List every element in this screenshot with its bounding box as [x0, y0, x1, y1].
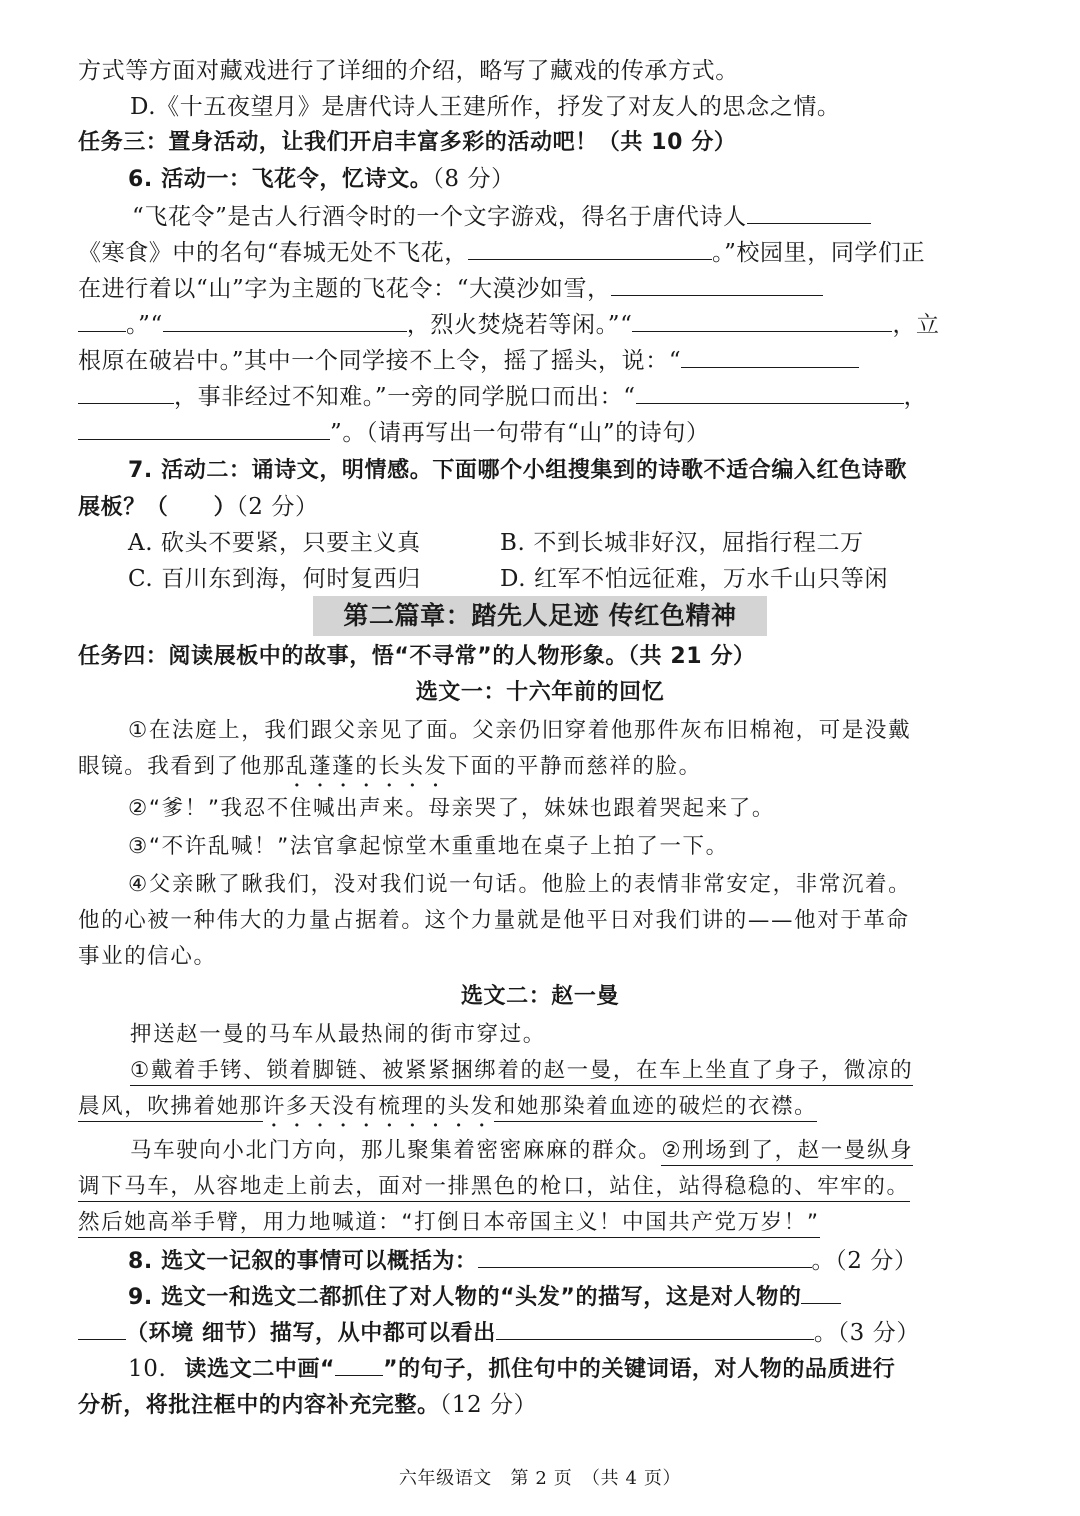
answer-blank[interactable] — [478, 1245, 812, 1268]
q6-line — [78, 272, 1002, 306]
text-line — [78, 54, 1002, 88]
text: ①戴着手铐、锁着脚链、被紧紧捆绑着的赵一曼，在车上坐直了身子，微凉的 — [130, 1058, 913, 1086]
underlined-line — [130, 1054, 1002, 1088]
text: 事业的信心。 — [78, 944, 217, 969]
answer-blank[interactable] — [681, 345, 859, 368]
passage-line — [78, 904, 1002, 938]
q7-line — [78, 490, 1002, 525]
text: ②“爹！”我忍不住喊出声来。母亲哭了，妹妹也跟着哭起来了。 — [128, 796, 775, 821]
passage-line — [128, 714, 1002, 748]
dotted-text: 乱蓬蓬的长头发 — [285, 754, 448, 779]
text: 马车驶向小北门方向，那儿聚集着密密麻麻的群众。 — [130, 1138, 662, 1163]
text: 和她那染着血迹的破烂的衣襟。 — [494, 1094, 817, 1122]
passage-line — [130, 1018, 1002, 1052]
answer-blank[interactable] — [468, 237, 712, 260]
answer-blank[interactable] — [632, 309, 892, 332]
text: 眼镜。我看到了他那 — [78, 754, 286, 779]
option-b[interactable]: B. 不到长城非好汉，屈指行程二万 — [500, 530, 864, 556]
text: 。”校园里，同学们正 — [711, 240, 926, 266]
q6-line — [78, 416, 1002, 450]
text: 晨风，吹拂着她那 — [78, 1094, 263, 1122]
answer-blank[interactable] — [78, 381, 174, 404]
text: 选文一：十六年前的回忆 — [415, 680, 665, 705]
answer-blank[interactable] — [801, 1281, 841, 1304]
text: 下面的平静而慈祥的脸。 — [447, 754, 702, 779]
text: 在进行着以“山”字为主题的飞花令：“大漠沙如雪， — [78, 276, 611, 302]
q6-line — [78, 308, 1002, 342]
text: “飞花令”是古人行酒令时的一个文字游戏，得名于唐代诗人 — [132, 204, 747, 230]
text: 选文二：赵一曼 — [460, 984, 620, 1009]
passage-line — [128, 792, 1002, 826]
text: 方式等方面对藏戏进行了详细的介绍，略写了藏戏的传承方式。 — [78, 58, 739, 84]
q9-line — [128, 1280, 1002, 1315]
passage-line — [128, 830, 1002, 864]
text: 调下马车，从容地走上前去，面对一排黑色的枪口，站住，站得稳稳的、牢牢的。 — [78, 1174, 910, 1202]
dotted-text: 许多天没有梳理的头发 — [262, 1094, 494, 1119]
q7-title — [128, 454, 1002, 488]
text: ， — [903, 384, 928, 410]
text: 然后她高举手臂，用力地喊道：“打倒日本帝国主义！中国共产党万岁！” — [78, 1210, 820, 1238]
text: ”。（请再写出一句带有“山”的诗句） — [330, 420, 710, 446]
text: 他的心被一种伟大的力量占据着。这个力量就是他平日对我们讲的——他对于革命 — [78, 908, 910, 933]
underlined-line — [78, 1170, 1002, 1204]
option-d[interactable]: D. 红军不怕远征难，万水千山只等闲 — [500, 566, 889, 592]
text: ，事非经过不知难。”一旁的同学脱口而出：“ — [174, 384, 636, 410]
text: 展板？（ ） — [78, 495, 237, 520]
underlined-line — [78, 1206, 1002, 1240]
answer-blank[interactable] — [163, 309, 407, 332]
text: D.《十五夜望月》是唐代诗人王建所作，抒发了对友人的思念之情。 — [130, 94, 841, 120]
text: （环境 细节）描写，从中都可以看出 — [126, 1321, 496, 1346]
text: 六年级语文 第 2 页 （共 4 页） — [398, 1468, 682, 1489]
score: （8 分） — [432, 166, 515, 192]
passage-line — [128, 868, 1002, 902]
answer-blank[interactable] — [611, 273, 823, 296]
answer-blank[interactable] — [78, 1317, 126, 1340]
question-number: 10. — [128, 1356, 167, 1382]
option-d-line — [130, 90, 1002, 124]
task4-heading — [78, 640, 1002, 674]
passage-line — [78, 750, 1002, 792]
text: 分析，将批注框中的内容补充完整。 — [78, 1393, 440, 1418]
text: ，烈火焚烧若等闲。”“ — [406, 312, 633, 338]
text: 《寒食》中的名句“春城无处不飞花， — [78, 240, 468, 266]
text: 任务三：置身活动，让我们开启丰富多彩的活动吧！（共 10 分） — [78, 130, 737, 155]
passage-line — [78, 940, 1002, 974]
text: 押送赵一曼的马车从最热闹的街市穿过。 — [130, 1022, 546, 1047]
q6-line — [78, 344, 1002, 378]
text: 6. 活动一：飞花令，忆诗文。 — [128, 167, 433, 192]
answer-blank[interactable] — [335, 1353, 383, 1376]
q6-line — [78, 380, 1002, 414]
text: 第二篇章：踏先人足迹 传红色精神 — [343, 601, 737, 630]
text: 。（3 分） — [813, 1320, 920, 1346]
text: 9. 选文一和选文二都抓住了对人物的“头发”的描写，这是对人物的 — [128, 1285, 802, 1310]
q10-line — [128, 1352, 1002, 1387]
answer-blank[interactable] — [496, 1317, 814, 1340]
text: 8. 选文一记叙的事情可以概括为： — [128, 1249, 478, 1274]
option-c[interactable]: C. 百川东到海，何时复西归 — [128, 566, 421, 592]
text: 读选文二中画“ — [184, 1357, 336, 1382]
text: 。（2 分） — [811, 1248, 918, 1274]
text: ③“不许乱喊！”法官拿起惊堂木重重地在桌子上拍了一下。 — [128, 834, 729, 859]
underlined-line — [78, 1090, 1002, 1132]
text: ，立 — [892, 312, 940, 338]
q6-line — [78, 236, 1002, 270]
q8-line — [128, 1244, 1002, 1279]
selection2-title — [0, 980, 1080, 1014]
text: ④父亲瞅了瞅我们，没对我们说一句话。他脸上的表情非常安定，非常沉着。 — [128, 872, 912, 897]
option-a[interactable]: A. 砍头不要紧，只要主义真 — [128, 530, 421, 556]
answer-blank[interactable] — [747, 201, 871, 224]
text: 。”“ — [126, 312, 163, 338]
q6-title — [128, 162, 1002, 197]
text: ”的句子，抓住句中的关键词语，对人物的品质进行 — [383, 1357, 896, 1382]
text: 根原在破岩中。”其中一个同学接不上令，摇了摇头，说：“ — [78, 348, 682, 374]
answer-blank[interactable] — [78, 309, 126, 332]
score: （12 分） — [439, 1392, 538, 1418]
answer-blank[interactable] — [636, 381, 904, 404]
q6-line — [132, 200, 1002, 234]
selection1-title — [0, 676, 1080, 710]
text: ②刑场到了，赵一曼纵身 — [661, 1138, 913, 1166]
text: 7. 活动二：诵诗文，明情感。下面哪个小组搜集到的诗歌不适合编入红色诗歌 — [128, 458, 907, 483]
q9-line — [78, 1316, 1002, 1351]
text: 任务四：阅读展板中的故事，悟“不寻常”的人物形象。（共 21 分） — [78, 644, 756, 669]
task3-heading — [78, 126, 1002, 160]
text: ①在法庭上，我们跟父亲见了面。父亲仍旧穿着他那件灰布旧棉袍，可是没戴 — [128, 718, 912, 743]
answer-blank[interactable] — [78, 417, 330, 440]
page-footer — [0, 1462, 1080, 1496]
score: （2 分） — [236, 494, 319, 520]
q10-line — [78, 1388, 1002, 1423]
chapter-title — [0, 599, 1080, 633]
passage-line — [130, 1134, 1002, 1168]
